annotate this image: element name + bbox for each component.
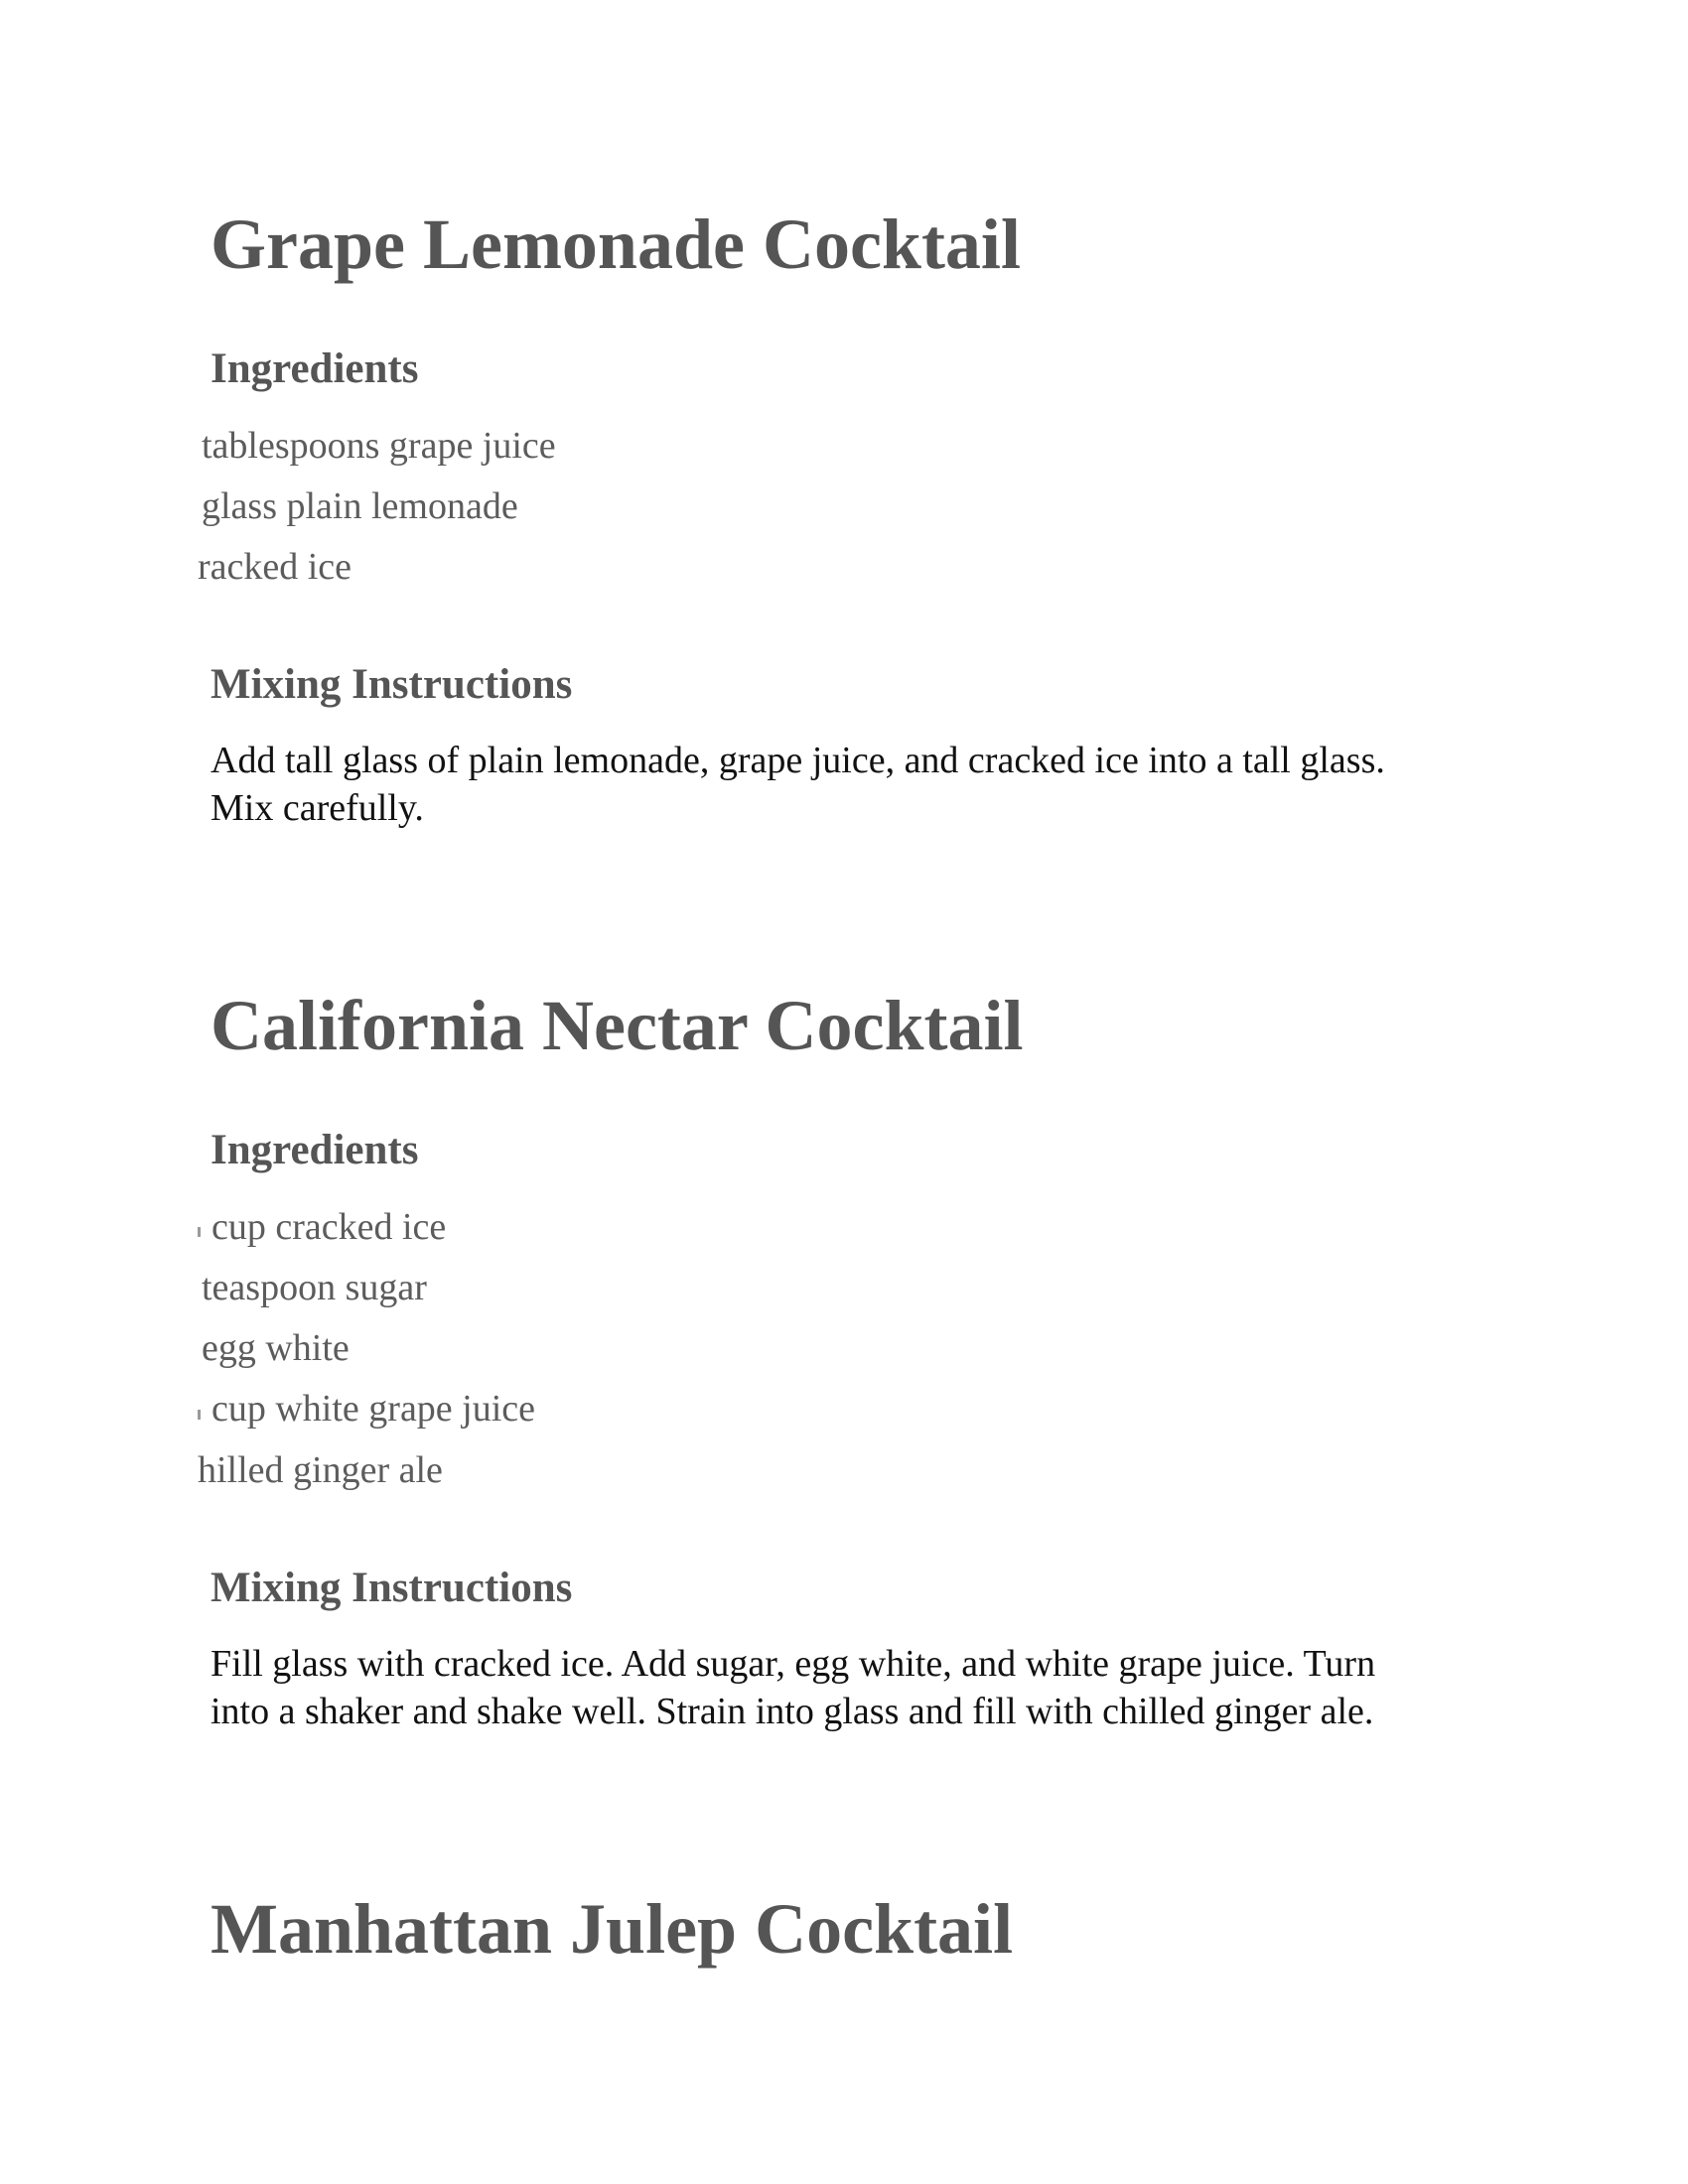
- scan-speck: [198, 1410, 201, 1420]
- ingredient-item: cup cracked ice: [211, 1206, 447, 1248]
- ingredients-heading: Ingredients: [211, 1127, 419, 1173]
- ingredient-item: glass plain lemonade: [202, 485, 518, 527]
- ingredient-item: teaspoon sugar: [202, 1267, 427, 1308]
- mixing-instructions-text: [211, 1640, 1521, 1735]
- ingredients-heading: Ingredients: [211, 345, 419, 392]
- instructions-line: Add tall glass of plain lemonade, grape juice, and cracked ice into a tall glass.: [211, 740, 1385, 781]
- instructions-line: Mix carefully.: [211, 787, 424, 829]
- scan-speck: [198, 1227, 201, 1237]
- ingredient-item: cup white grape juice: [211, 1388, 536, 1430]
- ingredient-item: tablespoons grape juice: [202, 425, 556, 467]
- instructions-line: into a shaker and shake well. Strain into glass and fill with chilled ginger ale.: [211, 1691, 1374, 1732]
- ingredient-item: hilled ginger ale: [198, 1449, 443, 1491]
- mixing-instructions-text: [211, 737, 1521, 832]
- recipe-title: Manhattan Julep Cocktail: [211, 1889, 1014, 1969]
- ingredient-item: racked ice: [198, 546, 352, 588]
- recipe-title: California Nectar Cocktail: [211, 986, 1024, 1065]
- mixing-instructions-heading: Mixing Instructions: [211, 661, 573, 708]
- mixing-instructions-heading: Mixing Instructions: [211, 1565, 573, 1611]
- recipe-title: Grape Lemonade Cocktail: [211, 205, 1021, 284]
- ingredient-item: egg white: [202, 1327, 350, 1369]
- instructions-line: Fill glass with cracked ice. Add sugar, egg white, and white grape juice. Turn: [211, 1643, 1376, 1685]
